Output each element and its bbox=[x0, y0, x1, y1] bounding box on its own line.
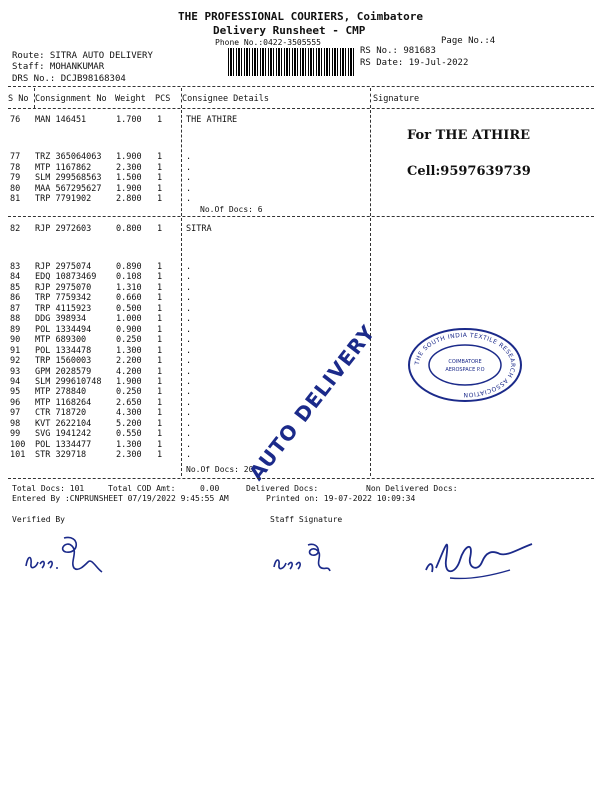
table-row bbox=[0, 115, 370, 127]
cell-pcs: 1 bbox=[157, 397, 163, 408]
cell-consignee: . bbox=[186, 439, 192, 450]
printed-on: Printed on: 19-07-2022 10:09:34 bbox=[266, 494, 416, 503]
cell-weight: 1.310 bbox=[116, 282, 142, 293]
seal-city: COIMBATORE bbox=[448, 359, 482, 365]
cell-consignment: TRP 4115923 bbox=[35, 303, 92, 314]
cell-consignment: MTP 278840 bbox=[35, 387, 87, 398]
cell-weight: 5.200 bbox=[116, 418, 142, 429]
cell-consignment: POL 1334478 bbox=[35, 345, 92, 356]
cell-weight: 0.900 bbox=[116, 324, 142, 335]
staff-signature-icon bbox=[270, 535, 340, 575]
cell-weight: 0.550 bbox=[116, 429, 142, 440]
cell-consignment: KVT 2622104 bbox=[35, 418, 92, 429]
cell-weight: 1.300 bbox=[116, 439, 142, 450]
cell-sno: 97 bbox=[10, 408, 21, 419]
cell-sno: 79 bbox=[10, 173, 21, 184]
cell-consignment: POL 1334494 bbox=[35, 324, 92, 335]
consignee-stamp-cell: Cell:9597639739 bbox=[407, 164, 531, 179]
cell-consignment: RJP 2975074 bbox=[35, 262, 92, 272]
cell-consignee: . bbox=[186, 183, 192, 194]
cell-consignee: . bbox=[186, 429, 192, 440]
cell-consignment: DDG 398934 bbox=[35, 314, 87, 325]
receiver-signature-icon bbox=[420, 520, 540, 590]
auto-delivery-stamp: AUTO DELIVERY bbox=[244, 320, 380, 485]
cell-consignee: . bbox=[186, 408, 192, 419]
cell-weight: 0.250 bbox=[116, 335, 142, 346]
cell-weight: 0.250 bbox=[116, 387, 142, 398]
cell-weight: 0.800 bbox=[116, 224, 142, 234]
cell-pcs: 1 bbox=[157, 183, 163, 194]
cell-sno: 92 bbox=[10, 356, 21, 367]
cell-consignment: RJP 2975070 bbox=[35, 282, 92, 293]
cell-sno: 81 bbox=[10, 194, 21, 205]
docs-count: No.Of Docs: 20 bbox=[186, 465, 254, 474]
divider bbox=[8, 478, 594, 479]
cell-sno: 91 bbox=[10, 345, 21, 356]
cell-sno: 77 bbox=[10, 152, 21, 162]
cell-consignee: . bbox=[186, 303, 192, 314]
cell-consignment: TRP 7791902 bbox=[35, 194, 92, 205]
cell-weight: 2.300 bbox=[116, 450, 142, 461]
cell-consignee: . bbox=[186, 345, 192, 356]
table-row bbox=[0, 450, 370, 462]
cell-weight: 2.650 bbox=[116, 397, 142, 408]
cell-sno: 84 bbox=[10, 272, 21, 283]
cell-weight: 1.500 bbox=[116, 173, 142, 184]
company-name: THE PROFESSIONAL COURIERS, Coimbatore bbox=[178, 10, 424, 23]
col-pcs: PCS bbox=[155, 94, 171, 104]
cell-pcs: 1 bbox=[157, 324, 163, 335]
cell-consignee: . bbox=[186, 272, 192, 283]
drs-number: DRS No.: DCJB98168304 bbox=[12, 74, 126, 84]
column-divider bbox=[370, 110, 371, 216]
cell-pcs: 1 bbox=[157, 293, 163, 304]
cell-pcs: 1 bbox=[157, 115, 163, 125]
cell-consignment: STR 329718 bbox=[35, 450, 87, 461]
total-cod-label: Total COD Amt: bbox=[108, 484, 176, 493]
cell-sno: 96 bbox=[10, 397, 21, 408]
cell-consignment: CTR 718720 bbox=[35, 408, 87, 419]
cell-consignee: . bbox=[186, 366, 192, 377]
total-docs: Total Docs: 101 bbox=[12, 484, 85, 493]
cell-weight: 1.300 bbox=[116, 345, 142, 356]
docs-count: No.Of Docs: 6 bbox=[200, 205, 263, 214]
cell-sno: 87 bbox=[10, 303, 21, 314]
cell-pcs: 1 bbox=[157, 314, 163, 325]
cell-weight: 0.890 bbox=[116, 262, 142, 272]
consignee-stamp-name: For THE ATHIRE bbox=[407, 128, 531, 143]
divider bbox=[8, 86, 594, 87]
divider bbox=[8, 216, 594, 217]
cell-sno: 101 bbox=[10, 450, 26, 461]
cell-consignee: . bbox=[186, 293, 192, 304]
cell-sno: 88 bbox=[10, 314, 21, 325]
cell-pcs: 1 bbox=[157, 429, 163, 440]
cell-weight: 2.200 bbox=[116, 356, 142, 367]
cell-consignment: GPM 2028579 bbox=[35, 366, 92, 377]
table-row bbox=[0, 194, 370, 206]
cell-consignee: . bbox=[186, 418, 192, 429]
col-consignee: Consignee Details bbox=[182, 94, 269, 104]
cell-consignee: . bbox=[186, 173, 192, 184]
cell-pcs: 1 bbox=[157, 366, 163, 377]
verified-by-label: Verified By bbox=[12, 515, 65, 524]
cell-consignment: EDQ 10873469 bbox=[35, 272, 97, 283]
phone-number: Phone No.:0422-3505555 bbox=[215, 38, 321, 47]
cell-weight: 0.660 bbox=[116, 293, 142, 304]
verified-signature-icon bbox=[22, 528, 112, 576]
seal-text: THE SOUTH INDIA TEXTILE RESEARCH ASSOCIATION bbox=[413, 331, 517, 399]
delivered-docs: Delivered Docs: bbox=[246, 484, 319, 493]
cell-consignment: TRZ 365064063 bbox=[35, 152, 102, 162]
cell-pcs: 1 bbox=[157, 303, 163, 314]
cell-weight: 0.108 bbox=[116, 272, 142, 283]
cell-sno: 86 bbox=[10, 293, 21, 304]
cell-sno: 89 bbox=[10, 324, 21, 335]
cell-consignee: . bbox=[186, 397, 192, 408]
cell-weight: 1.900 bbox=[116, 152, 142, 162]
col-consignment: Consignment No bbox=[35, 94, 107, 104]
cell-pcs: 1 bbox=[157, 387, 163, 398]
cell-consignment: SVG 1941242 bbox=[35, 429, 92, 440]
cell-consignment: POL 1334477 bbox=[35, 439, 92, 450]
cell-consignee: . bbox=[186, 194, 192, 205]
cell-pcs: 1 bbox=[157, 376, 163, 387]
cell-pcs: 1 bbox=[157, 152, 163, 162]
cell-sno: 94 bbox=[10, 376, 21, 387]
cell-weight: 0.500 bbox=[116, 303, 142, 314]
cell-pcs: 1 bbox=[157, 162, 163, 173]
rs-number: RS No.: 981683 bbox=[360, 46, 436, 56]
cell-consignment: RJP 2972603 bbox=[35, 224, 92, 234]
staff: Staff: MOHANKUMAR bbox=[12, 62, 105, 72]
cell-consignee: . bbox=[186, 335, 192, 346]
cell-consignee: . bbox=[186, 324, 192, 335]
divider bbox=[8, 108, 594, 109]
cell-consignee: . bbox=[186, 387, 192, 398]
page-number: Page No.:4 bbox=[441, 36, 496, 46]
cell-sno: 76 bbox=[10, 115, 21, 125]
entered-by: Entered By :CNPRUNSHEET 07/19/2022 9:45:55 AM bbox=[12, 494, 229, 503]
cell-pcs: 1 bbox=[157, 450, 163, 461]
association-seal-icon bbox=[405, 325, 525, 405]
cell-pcs: 1 bbox=[157, 418, 163, 429]
cell-pcs: 1 bbox=[157, 224, 163, 234]
cell-sno: 80 bbox=[10, 183, 21, 194]
cell-sno: 85 bbox=[10, 282, 21, 293]
cell-sno: 82 bbox=[10, 224, 21, 234]
cell-consignment: TRP 1560003 bbox=[35, 356, 92, 367]
cell-sno: 83 bbox=[10, 262, 21, 272]
cell-weight: 4.300 bbox=[116, 408, 142, 419]
barcode bbox=[228, 48, 356, 76]
cell-consignee: THE ATHIRE bbox=[186, 115, 238, 125]
cell-consignment: MTP 689300 bbox=[35, 335, 87, 346]
cell-sno: 90 bbox=[10, 335, 21, 346]
cell-weight: 1.900 bbox=[116, 376, 142, 387]
cell-pcs: 1 bbox=[157, 408, 163, 419]
staff-signature-label: Staff Signature bbox=[270, 515, 343, 524]
cell-consignee: . bbox=[186, 162, 192, 173]
col-sno: S No bbox=[8, 94, 29, 104]
rs-date: RS Date: 19-Jul-2022 bbox=[360, 58, 469, 68]
cell-sno: 95 bbox=[10, 387, 21, 398]
runsheet-title: Delivery Runsheet - CMP bbox=[213, 24, 366, 37]
table-row bbox=[0, 224, 370, 236]
cell-consignee: . bbox=[186, 282, 192, 293]
cell-pcs: 1 bbox=[157, 262, 163, 272]
col-weight: Weight bbox=[115, 94, 146, 104]
cell-sno: 93 bbox=[10, 366, 21, 377]
col-signature: Signature bbox=[373, 94, 420, 104]
cell-pcs: 1 bbox=[157, 439, 163, 450]
cell-pcs: 1 bbox=[157, 272, 163, 283]
cell-sno: 78 bbox=[10, 162, 21, 173]
cell-consignee: . bbox=[186, 314, 192, 325]
cell-weight: 1.900 bbox=[116, 183, 142, 194]
cell-sno: 99 bbox=[10, 429, 21, 440]
cell-pcs: 1 bbox=[157, 173, 163, 184]
cell-consignment: MAN 146451 bbox=[35, 115, 87, 125]
table-header bbox=[0, 94, 600, 106]
cell-pcs: 1 bbox=[157, 345, 163, 356]
cell-consignment: MTP 1167862 bbox=[35, 162, 92, 173]
cell-consignee: . bbox=[186, 450, 192, 461]
cell-pcs: 1 bbox=[157, 282, 163, 293]
cell-weight: 4.200 bbox=[116, 366, 142, 377]
cell-consignment: MAA 567295627 bbox=[35, 183, 102, 194]
cell-weight: 1.000 bbox=[116, 314, 142, 325]
cell-consignment: SLM 299610748 bbox=[35, 376, 102, 387]
cell-consignment: MTP 1168264 bbox=[35, 397, 92, 408]
cell-weight: 2.300 bbox=[116, 162, 142, 173]
route: Route: SITRA AUTO DELIVERY bbox=[12, 51, 153, 61]
cell-pcs: 1 bbox=[157, 194, 163, 205]
seal-po: AEROSPACE P.O bbox=[445, 367, 485, 373]
cell-pcs: 1 bbox=[157, 356, 163, 367]
cell-weight: 1.700 bbox=[116, 115, 142, 125]
cell-consignment: TRP 7759342 bbox=[35, 293, 92, 304]
cell-consignee: SITRA bbox=[186, 224, 212, 234]
total-cod-value: 0.00 bbox=[200, 484, 220, 493]
cell-consignment: SLM 299568563 bbox=[35, 173, 102, 184]
cell-consignee: . bbox=[186, 262, 192, 272]
cell-sno: 100 bbox=[10, 439, 26, 450]
cell-pcs: 1 bbox=[157, 335, 163, 346]
non-delivered-docs: Non Delivered Docs: bbox=[366, 484, 458, 493]
cell-sno: 98 bbox=[10, 418, 21, 429]
cell-weight: 2.800 bbox=[116, 194, 142, 205]
cell-consignee: . bbox=[186, 152, 192, 162]
cell-consignee: . bbox=[186, 376, 192, 387]
cell-consignee: . bbox=[186, 356, 192, 367]
